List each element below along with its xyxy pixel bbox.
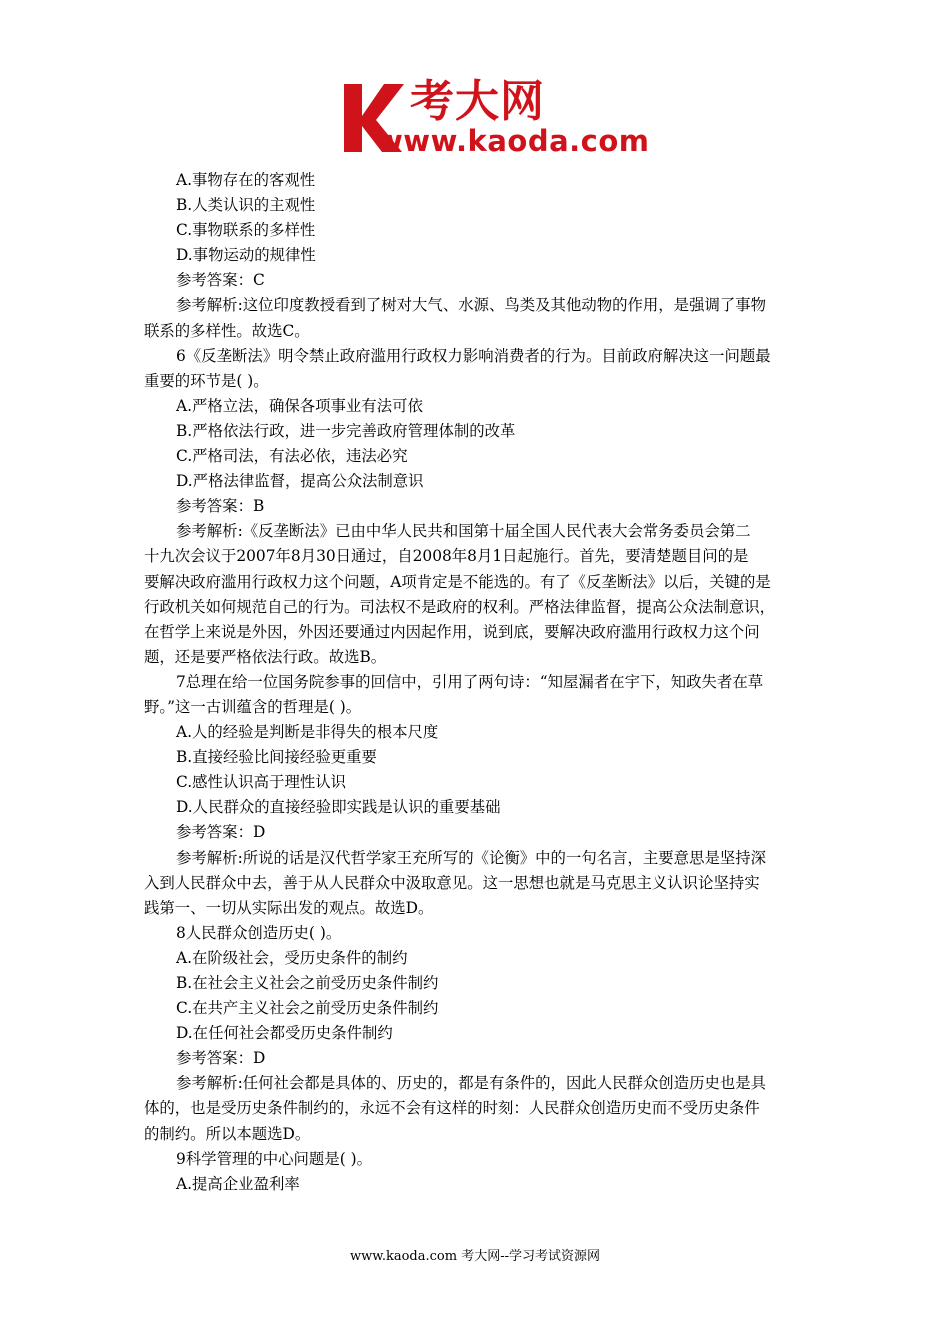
text-line: 参考解析:所说的话是汉代哲学家王充所写的《论衡》中的一句名言，主要意思是坚持深 [176,848,767,867]
text-line: 6《反垄断法》明令禁止政府滥用行政权力影响消费者的行为。目前政府解决这一问题最 [176,346,771,365]
text-line: A.在阶级社会，受历史条件的制约 [176,948,408,967]
text-line: C.在共产主义社会之前受历史条件制约 [176,999,439,1018]
text-line: 十九次会议于2007年8月30日通过，自2008年8月1日起施行。首先，要清楚题目问的是 [144,547,749,566]
text-line: 题，还是要严格依法行政。故选B。 [144,647,387,666]
text-line: 参考解析:这位印度教授看到了树对大气、水源、鸟类及其他动物的作用，是强调了事物 [176,296,767,315]
text-line: 联系的多样性。故选C。 [144,321,310,340]
site-logo [336,76,658,160]
text-line: D.严格法律监督，提高公众法制意识 [176,472,424,491]
text-line: A.人的经验是判断是非得失的根本尺度 [176,723,439,742]
document-body [144,168,808,1197]
text-line: D.在任何社会都受历史条件制约 [176,1024,393,1043]
text-line: 参考答案：B [176,497,265,516]
text-line: 践第一、一切从实际出发的观点。故选D。 [144,898,434,917]
logo-url: www.kaoda.com [376,124,650,158]
text-line: B.直接经验比间接经验更重要 [176,748,377,767]
text-line: 行政机关如何规范自己的行为。司法权不是政府的权利。严格法律监督，提高公众法制意识， [144,597,776,616]
text-line: A.事物存在的客观性 [176,171,316,189]
text-line: 参考解析:《反垄断法》已由中华人民共和国第十届全国人民代表大会常务委员会第二 [176,522,751,541]
text-line: 重要的环节是( )。 [144,371,269,390]
text-line: 野。”这一古训蕴含的哲理是( )。 [144,697,362,716]
text-line: C.严格司法，有法必依，违法必究 [176,447,408,466]
text-line: B.人类认识的主观性 [176,196,316,215]
text-line: 7总理在给一位国务院参事的回信中，引用了两句诗：“知屋漏者在宇下，知政失者在草 [176,672,764,691]
text-line: 参考答案：C [176,271,265,290]
text-line: A.提高企业盈利率 [176,1174,300,1193]
text-line: 参考解析:任何社会都是具体的、历史的，都是有条件的，因此人民群众创造历史也是具 [176,1074,767,1093]
text-line: 9科学管理的中心问题是( )。 [176,1149,372,1168]
text-line: D.人民群众的直接经验即实践是认识的重要基础 [176,798,501,817]
text-line: D.事物运动的规律性 [176,246,316,265]
text-line: 体的，也是受历史条件制约的，永远不会有这样的时刻：人民群众创造历史而不受历史条件 [144,1099,760,1118]
text-line: 8人民群众创造历史( )。 [176,923,342,942]
page-footer: www.kaoda.com 考大网--学习考试资源网 [350,1249,600,1264]
text-line: A.严格立法，确保各项事业有法可依 [176,396,423,415]
text-line: C.事物联系的多样性 [176,221,316,240]
text-line: 要解决政府滥用行政权力这个问题，A项肯定是不能选的。有了《反垄断法》以后，关键的是 [144,572,771,591]
text-line: 的制约。所以本题选D。 [144,1124,311,1143]
text-line: 参考答案：D [176,1049,266,1068]
text-line: 参考答案：D [176,823,266,842]
text-line: B.在社会主义社会之前受历史条件制约 [176,974,439,992]
text-line: 入到人民群众中去，善于从人民群众中汲取意见。这一思想也就是马克思主义认识论坚持实 [144,873,760,892]
text-line: B.严格依法行政，进一步完善政府管理体制的改革 [176,421,516,440]
logo-chinese-name: 考大网 [410,76,545,127]
text-line: C.感性认识高于理性认识 [176,773,347,792]
text-line: 在哲学上来说是外因，外因还要通过内因起作用，说到底，要解决政府滥用行政权力这个问 [144,622,760,641]
